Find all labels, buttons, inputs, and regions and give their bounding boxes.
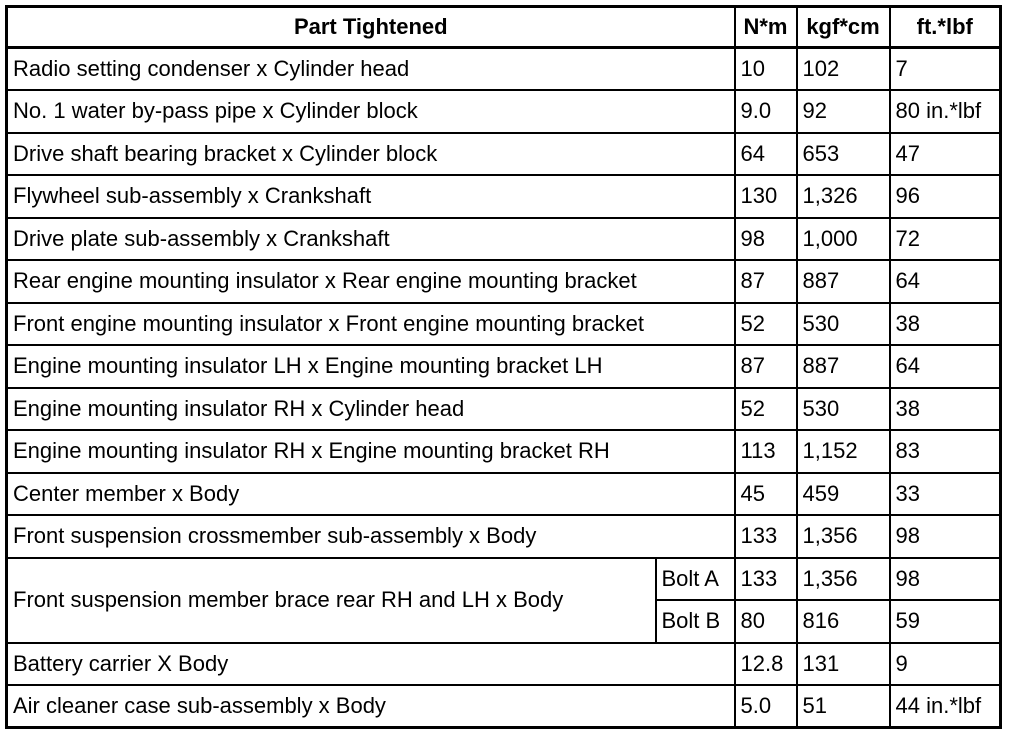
- cell-kgf-cm: 530: [797, 303, 890, 346]
- cell-nm: 80: [735, 600, 797, 643]
- cell-part: Flywheel sub-assembly x Crankshaft: [7, 175, 735, 218]
- table-row: [7, 345, 1001, 388]
- cell-part: Rear engine mounting insulator x Rear engine mounting bracket: [7, 260, 735, 303]
- cell-nm: 5.0: [735, 685, 797, 728]
- cell-nm: 98: [735, 218, 797, 261]
- cell-ft-lbf: 80 in.*lbf: [890, 90, 1001, 133]
- cell-kgf-cm: 887: [797, 345, 890, 388]
- cell-part: Front suspension crossmember sub-assembly x Body: [7, 515, 735, 558]
- cell-ft-lbf: 83: [890, 430, 1001, 473]
- cell-ft-lbf: 72: [890, 218, 1001, 261]
- torque-spec-table: [5, 5, 1002, 729]
- table-row: [7, 175, 1001, 218]
- header-nm: N*m: [735, 7, 797, 48]
- cell-ft-lbf: 7: [890, 48, 1001, 91]
- cell-bolt-b-label: Bolt B: [656, 600, 735, 643]
- cell-ft-lbf: 98: [890, 515, 1001, 558]
- cell-kgf-cm: 459: [797, 473, 890, 516]
- cell-kgf-cm: 653: [797, 133, 890, 176]
- cell-part: Engine mounting insulator RH x Engine mounting bracket RH: [7, 430, 735, 473]
- cell-ft-lbf: 98: [890, 558, 1001, 601]
- cell-ft-lbf: 47: [890, 133, 1001, 176]
- cell-ft-lbf: 38: [890, 303, 1001, 346]
- cell-ft-lbf: 96: [890, 175, 1001, 218]
- table-row: [7, 90, 1001, 133]
- cell-part: Engine mounting insulator RH x Cylinder head: [7, 388, 735, 431]
- cell-nm: 130: [735, 175, 797, 218]
- cell-part: Battery carrier X Body: [7, 643, 735, 686]
- table-row: [7, 685, 1001, 728]
- cell-part: Front engine mounting insulator x Front engine mounting bracket: [7, 303, 735, 346]
- header-part-tightened: Part Tightened: [7, 7, 735, 48]
- cell-kgf-cm: 1,356: [797, 515, 890, 558]
- cell-nm: 133: [735, 515, 797, 558]
- cell-kgf-cm: 1,356: [797, 558, 890, 601]
- cell-ft-lbf: 59: [890, 600, 1001, 643]
- cell-ft-lbf: 38: [890, 388, 1001, 431]
- cell-nm: 52: [735, 303, 797, 346]
- table-row: [7, 260, 1001, 303]
- table-row: [7, 430, 1001, 473]
- table-row: [7, 388, 1001, 431]
- cell-nm: 87: [735, 345, 797, 388]
- table-row: [7, 48, 1001, 91]
- cell-part: No. 1 water by-pass pipe x Cylinder block: [7, 90, 735, 133]
- cell-kgf-cm: 131: [797, 643, 890, 686]
- cell-ft-lbf: 64: [890, 345, 1001, 388]
- cell-kgf-cm: 887: [797, 260, 890, 303]
- cell-nm: 12.8: [735, 643, 797, 686]
- cell-kgf-cm: 1,000: [797, 218, 890, 261]
- cell-bolt-a-label: Bolt A: [656, 558, 735, 601]
- table-row: [7, 303, 1001, 346]
- cell-nm: 87: [735, 260, 797, 303]
- cell-ft-lbf: 33: [890, 473, 1001, 516]
- cell-ft-lbf: 64: [890, 260, 1001, 303]
- cell-nm: 9.0: [735, 90, 797, 133]
- table-row-brace-bolt-a: [7, 558, 1001, 601]
- cell-kgf-cm: 530: [797, 388, 890, 431]
- cell-part: Center member x Body: [7, 473, 735, 516]
- cell-nm: 52: [735, 388, 797, 431]
- cell-ft-lbf: 9: [890, 643, 1001, 686]
- table-row: [7, 473, 1001, 516]
- cell-kgf-cm: 816: [797, 600, 890, 643]
- cell-part: Air cleaner case sub-assembly x Body: [7, 685, 735, 728]
- cell-ft-lbf: 44 in.*lbf: [890, 685, 1001, 728]
- table-row: [7, 133, 1001, 176]
- cell-nm: 64: [735, 133, 797, 176]
- cell-part: Drive plate sub-assembly x Crankshaft: [7, 218, 735, 261]
- cell-kgf-cm: 92: [797, 90, 890, 133]
- cell-nm: 133: [735, 558, 797, 601]
- cell-nm: 113: [735, 430, 797, 473]
- table-row: [7, 515, 1001, 558]
- header-row: [7, 7, 1001, 48]
- table-row: [7, 643, 1001, 686]
- cell-part-brace: Front suspension member brace rear RH and LH x Body: [7, 558, 656, 643]
- cell-kgf-cm: 1,326: [797, 175, 890, 218]
- header-ft-lbf: ft.*lbf: [890, 7, 1001, 48]
- cell-part: Drive shaft bearing bracket x Cylinder block: [7, 133, 735, 176]
- cell-nm: 45: [735, 473, 797, 516]
- cell-part: Radio setting condenser x Cylinder head: [7, 48, 735, 91]
- cell-kgf-cm: 51: [797, 685, 890, 728]
- cell-kgf-cm: 102: [797, 48, 890, 91]
- cell-part: Engine mounting insulator LH x Engine mounting bracket LH: [7, 345, 735, 388]
- cell-nm: 10: [735, 48, 797, 91]
- cell-kgf-cm: 1,152: [797, 430, 890, 473]
- table-row: [7, 218, 1001, 261]
- header-kgf-cm: kgf*cm: [797, 7, 890, 48]
